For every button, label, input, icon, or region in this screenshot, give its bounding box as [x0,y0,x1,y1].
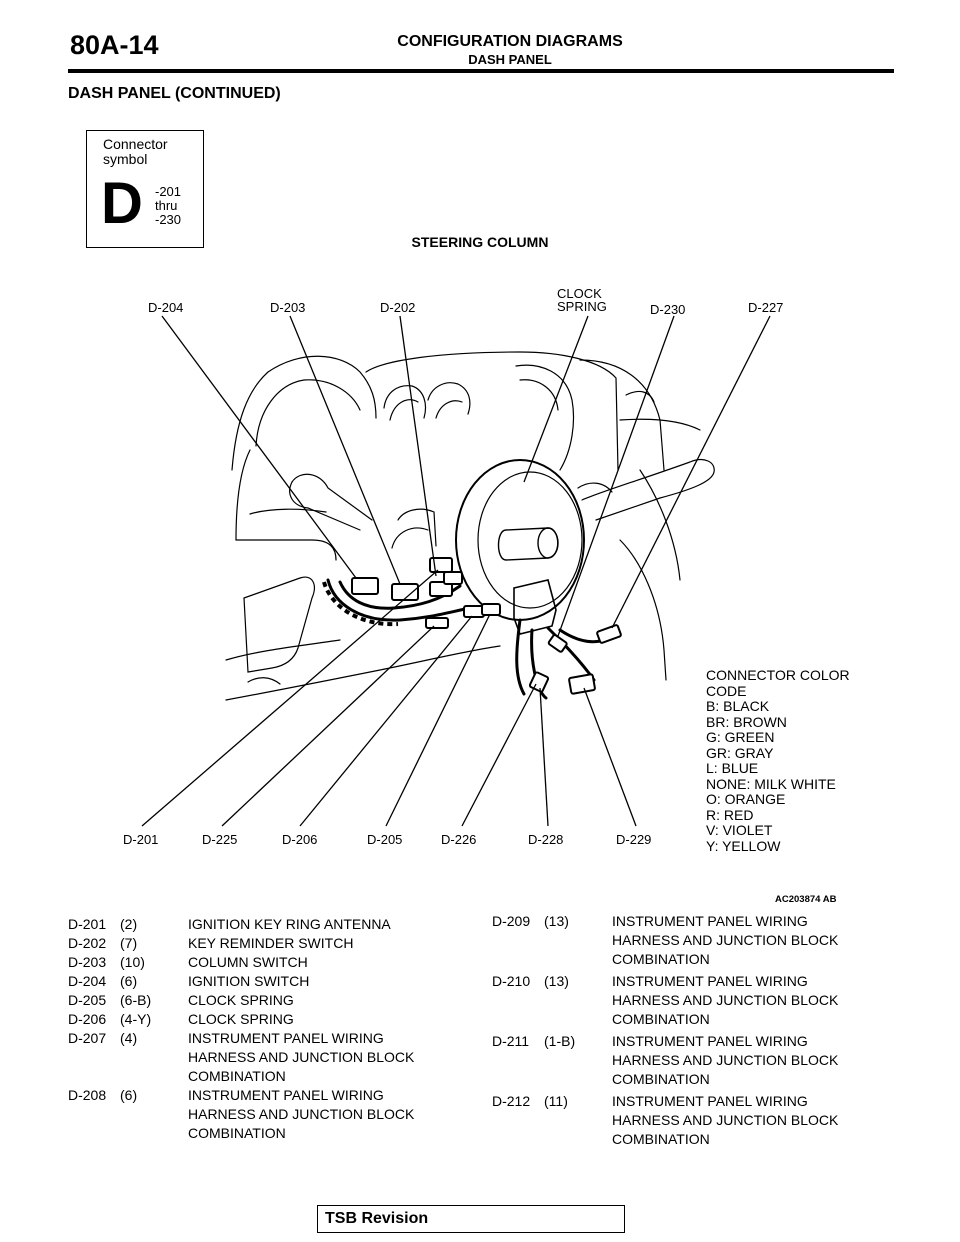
label-d228: D-228 [528,832,564,847]
connector-d204 [352,578,378,594]
label-d203: D-203 [270,300,306,315]
connector-id: D-212 [492,1093,531,1109]
connector-id: D-207 [68,1030,107,1046]
connector-symbol-letter: D [101,171,143,236]
connector-id: D-204 [68,973,107,989]
list-item [68,934,468,953]
connector-name: INSTRUMENT PANEL WIRING HARNESS AND JUNCTION BLOCK COMBINATION [612,913,839,967]
connector-pins: (7) [120,935,138,951]
leader-d201 [142,570,438,826]
label-d205: D-205 [367,832,403,847]
list-item [68,915,468,934]
connector-id: D-206 [68,1011,107,1027]
connector-d229 [569,674,595,694]
list-item [492,1092,892,1149]
label-d202: D-202 [380,300,416,315]
list-item [68,991,468,1010]
leader-d203 [290,316,400,584]
connector-id: D-209 [492,913,531,929]
label-d201: D-201 [123,832,159,847]
leader-d229 [584,688,636,826]
header-title: CONFIGURATION DIAGRAMS [397,33,623,50]
connector-pins: (4-Y) [120,1011,152,1027]
label-clock-spring: CLOCK SPRING [557,286,607,314]
connector-pins: (13) [544,973,569,989]
connector-id: D-201 [68,916,107,932]
list-item [68,1086,468,1143]
legend-entry: BR: BROWN [706,713,787,730]
connector-name: CLOCK SPRING [188,1011,294,1027]
list-item [68,972,468,991]
connector-id: D-211 [492,1033,530,1049]
connector-aux [444,572,462,584]
connector-pins: (6) [120,973,138,989]
connector-d225 [426,618,448,628]
leader-d205 [386,614,490,826]
connector-id: D-203 [68,954,107,970]
connector-list-right [492,912,892,1149]
legend-entry: O: ORANGE [706,791,786,807]
connector-name: CLOCK SPRING [188,992,294,1008]
list-item [492,912,892,969]
connector-symbol-range: -201 thru -230 [155,184,182,227]
connector-d203 [392,584,418,600]
label-d226: D-226 [441,832,477,847]
connector-pins: (6) [120,1087,138,1103]
connector-pins: (10) [120,954,145,970]
legend-entry: NONE: MILK WHITE [706,775,836,792]
connector-name: INSTRUMENT PANEL WIRING HARNESS AND JUNCTION BLOCK COMBINATION [188,1087,415,1141]
legend-entry: B: BLACK [706,698,770,714]
connector-pins: (13) [544,913,569,929]
list-item [68,1029,468,1086]
connector-name: INSTRUMENT PANEL WIRING HARNESS AND JUNCTION BLOCK COMBINATION [612,1033,839,1087]
leader-clock-spring [524,316,588,482]
leader-d228 [540,688,548,826]
header-subtitle: DASH PANEL [468,52,552,67]
section-title: DASH PANEL (CONTINUED) [68,85,281,102]
connector-d226 [529,672,548,692]
list-item [68,953,468,972]
figure-id: AC203874 AB [775,894,837,905]
connector-pins: (6-B) [120,992,152,1008]
label-d206: D-206 [282,832,318,847]
diagram-title: STEERING COLUMN [411,234,549,250]
leader-d202 [400,316,436,576]
connector-symbol-label: Connector symbol [103,136,168,167]
connector-name: INSTRUMENT PANEL WIRING HARNESS AND JUNCTION BLOCK COMBINATION [188,1030,415,1084]
connector-id: D-208 [68,1087,107,1103]
dashboard-outline [226,352,714,700]
connector-pins: (11) [544,1093,568,1109]
connector-d230 [548,634,567,652]
legend-entry: L: BLUE [706,760,759,776]
legend-entry: GR: GRAY [706,744,774,761]
connector-name: IGNITION KEY RING ANTENNA [188,916,391,932]
leader-d206 [300,616,472,826]
label-d230: D-230 [650,302,686,317]
list-item [68,1010,468,1029]
connector-pins: (1-B) [544,1033,576,1049]
tsb-revision-box: TSB Revision [317,1205,625,1233]
legend-entry: Y: YELLOW [706,837,781,854]
label-d204: D-204 [148,300,184,315]
connector-pins: (2) [120,916,138,932]
leader-d204 [162,316,356,578]
connector-name: INSTRUMENT PANEL WIRING HARNESS AND JUNCTION BLOCK COMBINATION [612,973,839,1027]
list-item [492,972,892,1029]
list-item [492,1032,892,1089]
connector-name: COLUMN SWITCH [188,954,308,970]
leader-d225 [222,626,434,826]
legend-entry: G: GREEN [706,729,775,745]
label-d229: D-229 [616,832,652,847]
connector-name: IGNITION SWITCH [188,973,310,989]
connector-name: KEY REMINDER SWITCH [188,935,354,951]
connector-pins: (4) [120,1030,138,1046]
connector-d205 [482,604,500,615]
connector-d227 [597,625,622,644]
connector-name: INSTRUMENT PANEL WIRING HARNESS AND JUNCTION BLOCK COMBINATION [612,1093,839,1147]
legend-entry: R: RED [706,806,754,823]
legend-entry: V: VIOLET [706,822,773,838]
leader-d230 [558,316,674,636]
label-d227: D-227 [748,300,784,315]
leader-d227 [612,316,770,628]
connector-id: D-210 [492,973,531,989]
leader-d226 [462,684,536,826]
connector-color-code-legend [706,668,850,854]
page-number: 80A-14 [70,30,159,60]
connector-list-left [68,915,468,1143]
connector-id: D-202 [68,935,107,951]
connector-id: D-205 [68,992,107,1008]
label-d225: D-225 [202,832,238,847]
legend-title: CONNECTOR COLOR CODE [706,667,850,699]
